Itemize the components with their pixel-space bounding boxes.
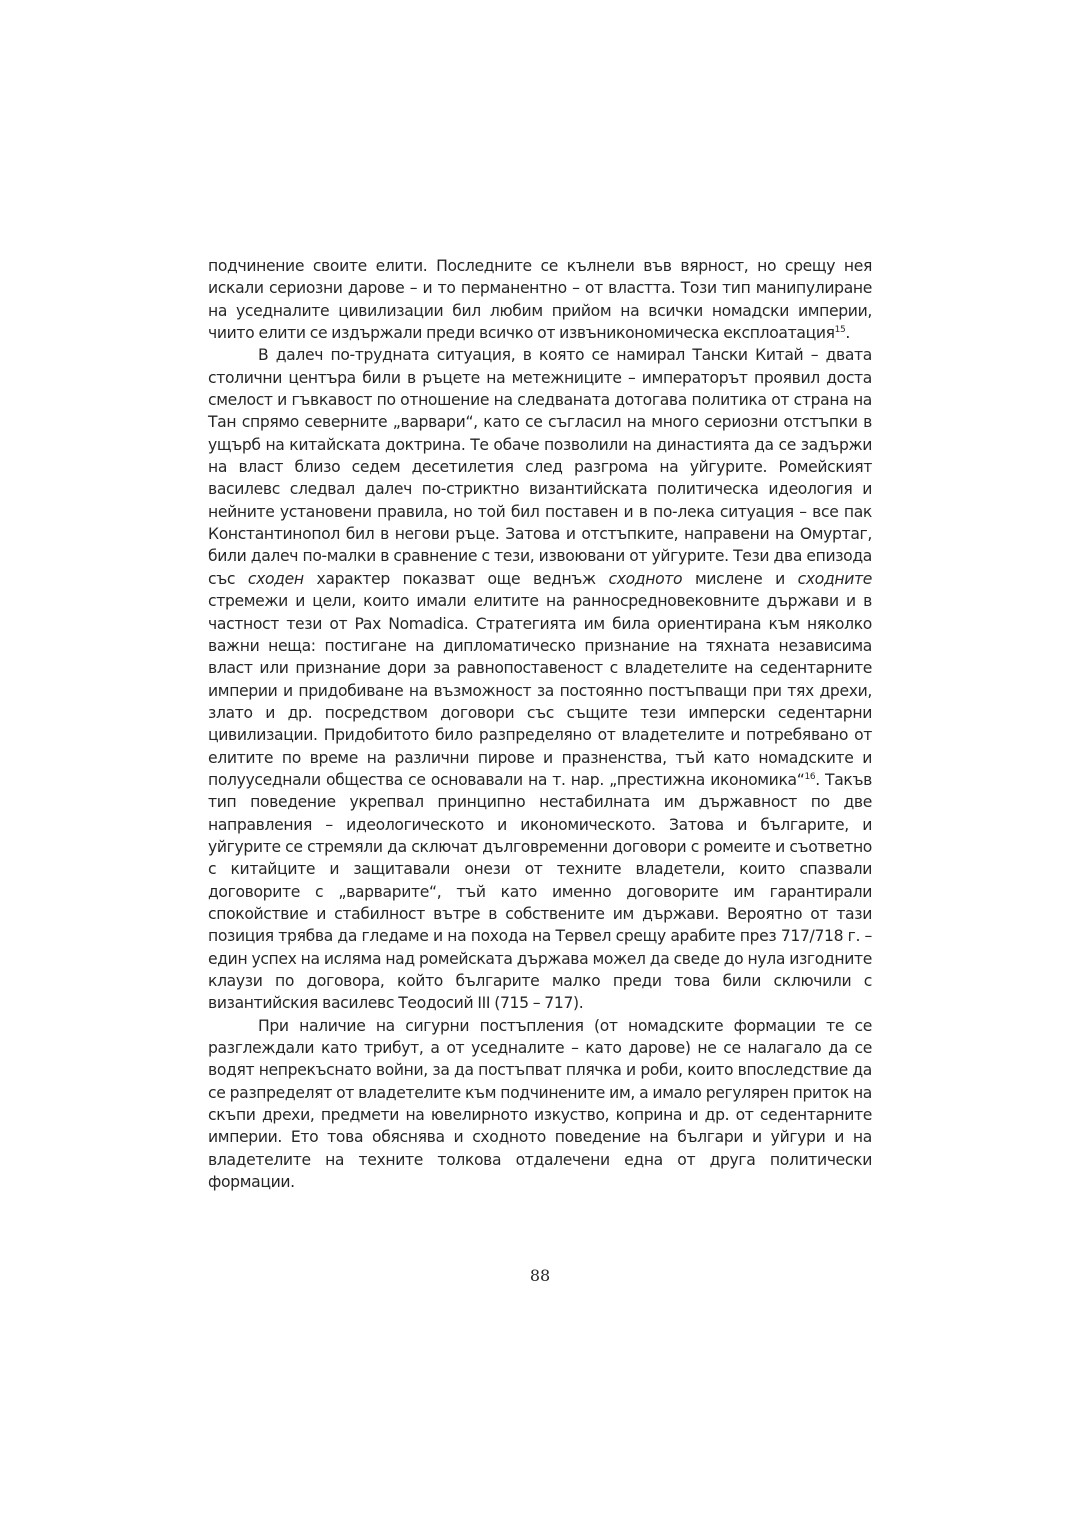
italic-emphasis: сходен (247, 569, 304, 588)
paragraph-text: характер показват още веднъж (303, 569, 609, 588)
italic-emphasis: сходните (797, 569, 872, 588)
paragraph-text: При наличие на сигурни постъпления (от номадските формации те се разглеждали като трибут, а от уседналите – като дарове) не се налагало да се водят непрекъснато войни, за да постъпват плячка и роби, които впоследствие да се разпределят от владетелите към подчинените им, а имало регулярен приток на скъпи дрехи, предмети на ювелирното изкуство, коприна и др. от седентарните империи. Ето това обяснява и сходното поведение на българи и уйгури и на владетелите на техните толкова отдалечени една от друга политически формации. (208, 1016, 872, 1192)
paragraph-text: . Такъв тип поведение укрепвал принципно нестабилната им държавност по две направления – идеологическото и икономическото. Затова и българите, и уйгурите се стремяли да сключат дълговременни договори с ромеите и съответно с китайците и защитавали онези от техните владетели, които спазвали договорите с „варварите“, тъй като именно договорите им гарантирали спокойствие и стабилност вътре в собствените им държави. Вероятно от тази позиция трябва да гледаме и на похода на Тервел срещу арабите през 717/718 г. – един успех на исляма над ромейската държава можел да сведе до нула изгодните клаузи по договора, който българите малко преди това били сключили с византийския василевс Теодосий III (715 – 717). (208, 770, 873, 1013)
paragraph-2 (208, 344, 872, 1014)
footnote-ref-15: 15 (834, 324, 846, 335)
italic-emphasis: сходното (608, 569, 683, 588)
body-text (208, 255, 872, 1193)
paragraph-text: стремежи и цели, които имали елитите на ранносредновековните държави и в частност тези от Pax Nomadica. Стратегията им била ориентирана към няколко важни неща: постигане на дипломатическо признание на тяхната независима власт или признание дори за равнопоставеност с владетелите на седентарните империи и придобиване на възможност за постоянно постъпващи при тях дрехи, злато и др. посредством договори със същите тези имперски седентарни цивилизации. Придобитото било разпределяно от владетелите и потребявано от елитите по време на различни пирове и празненства, тъй като номадските и полууседнали общества се основавали на т. нар. „престижна икономика“ (208, 592, 872, 789)
paragraph-text: подчинение своите елити. Последните се кълнели във вярност, но срещу нея искали сериозни дарове – и то перманентно – от властта. Този тип манипулиране на уседналите цивилизации бил любим прийом на всички номадски империи, чиито елити се издържали преди всичко от извъникономическа експлоатация (208, 257, 872, 343)
paragraph-text: мислене и (682, 569, 798, 588)
paragraph-3 (208, 1015, 872, 1194)
paragraph-text: . (845, 324, 851, 343)
paragraph-1 (208, 255, 872, 344)
footnote-ref-16: 16 (804, 771, 816, 782)
paragraph-text: В далеч по-трудната ситуация, в която се намирал Тански Китай – двата столични центъра били в ръцете на метежниците – императорът проявил доста смелост и гъвкавост по отношение на следваната дотогава политика от страна на Тан спрямо северните „варвари“, като се съгласил на много сериозни отстъпки в ущърб на китайската доктрина. Те обаче позволили на династията да се задържи на власт близо седем десетилетия след разгрома на уйгурите. Ромейският василевс следвал далеч по-стриктно византийската политическа идеология и нейните установени правила, но той бил поставен и в по-лека ситуация – все пак Константинопол бил в негови ръце. Затова и отстъпките, направени на Омуртаг, били далеч по-малки в сравнение с тези, извоювани от уйгурите. Тези два епизода със (208, 346, 872, 588)
page-number: 88 (529, 1266, 551, 1285)
